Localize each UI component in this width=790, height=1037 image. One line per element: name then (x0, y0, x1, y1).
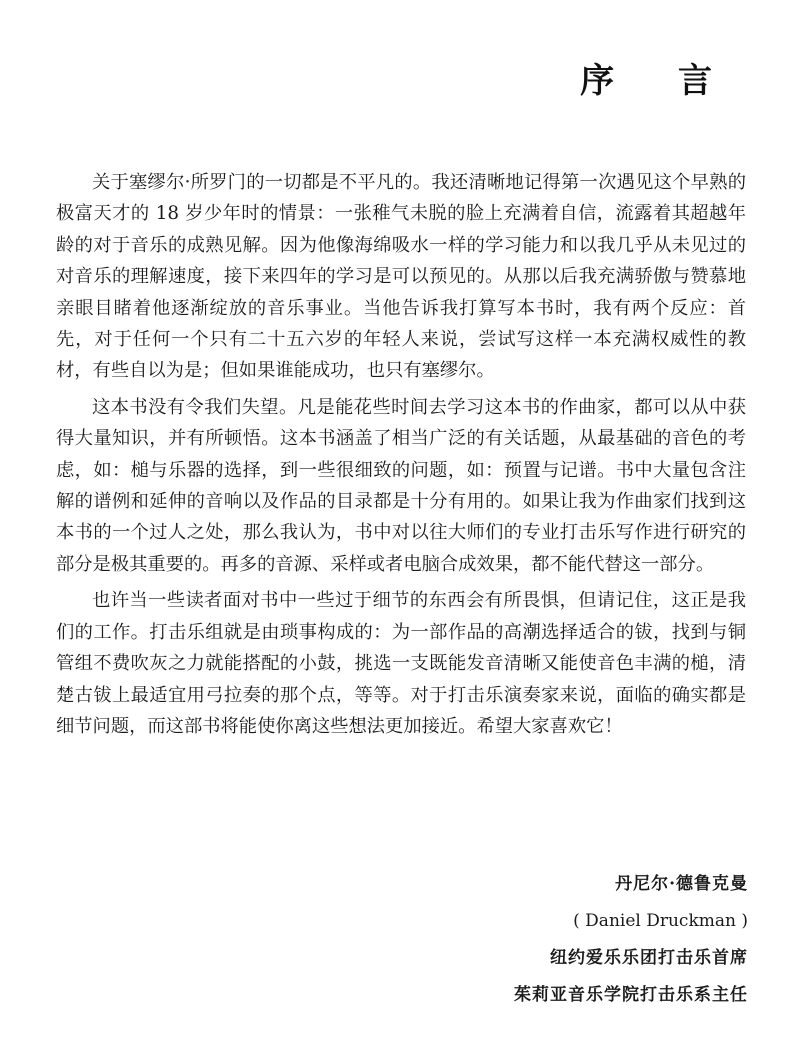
author-role-1: 纽约爱乐乐团打击乐首席 (550, 948, 748, 968)
paragraph-2: 这本书没有令我们失望。凡是能花些时间去学习这本书的作曲家，都可以从中获得大量知识，并有所顿悟。这本书涵盖了相当广泛的有关话题，从最基础的音色的考虑，如：槌与乐器的选择，到一些很细致的问题，如：预置与记谱。书中大量包含注解的谱例和延伸的音响以及作品的目录都是十分有用的。如果让我为作曲家们找到这本书的一个过人之处，那么我认为，书中对以往大师们的专业打击乐写作进行研究的部分是极其重要的。再多的音源、采样或者电脑合成效果，都不能代替这一部分。 (56, 396, 746, 575)
author-role-2: 茱莉亚音乐学院打击乐系主任 (514, 985, 748, 1005)
preface-body (56, 167, 746, 747)
paragraph-1: 关于塞缪尔·所罗门的一切都是不平凡的。我还清晰地记得第一次遇见这个早熟的极富天才的 18 岁少年时的情景：一张稚气未脱的脸上充满着自信，流露着其超越年龄的对于音乐的成熟见解。因为他像海绵吸水一样的学习能力和以我几乎从未见过的对音乐的理解速度，接下来四年的学习是可以预见的。从那以后我充满骄傲与赞慕地亲眼目睹着他逐渐绽放的音乐事业。当他告诉我打算写本书时，我有两个反应：首先，对于任何一个只有二十五六岁的年轻人来说，尝试写这样一本充满权威性的教材，有些自以为是；但如果谁能成功，也只有塞缪尔。 (56, 172, 746, 382)
author-name-cn: 丹尼尔·德鲁克曼 (615, 874, 748, 894)
signature-block (514, 866, 748, 1014)
paragraph-3: 也许当一些读者面对书中一些过于细节的东西会有所畏惧，但请记住，这正是我们的工作。打击乐组就是由琐事构成的：为一部作品的高潮选择适合的钹，找到与铜管组不费吹灰之力就能搭配的小鼓，挑选一支既能发音清晰又能使音色丰满的槌，清楚古钹上最适宜用弓拉奏的那个点，等等。对于打击乐演奏家来说，面临的确实都是细节问题，而这部书将能使你离这些想法更加接近。希望大家喜欢它！ (56, 590, 746, 737)
author-name-en: ( Daniel Druckman ) (573, 911, 748, 931)
page-title: 序 言 (580, 61, 738, 101)
